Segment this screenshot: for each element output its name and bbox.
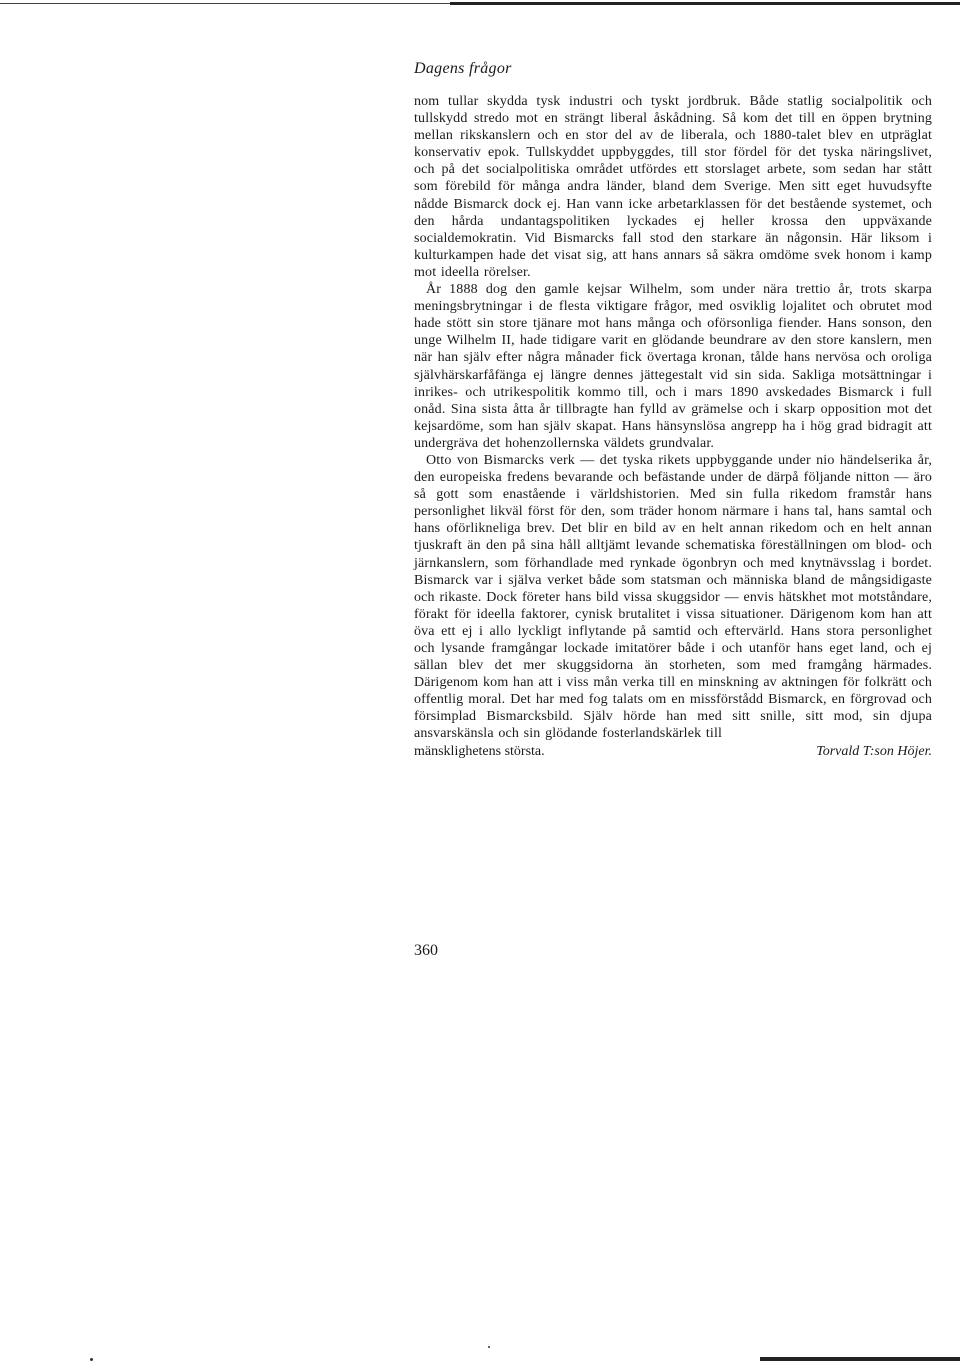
scan-speck (488, 1346, 490, 1348)
paragraph-3: Otto von Bismarcks verk — det tyska rikets uppbyggande under nio händelserika år, den europeiska fredens bevarande och befästande under de därpå följande nitton — äro så gott som enastående i världshistorien. Med sin fulla rikedom framstår hans personlighet likväl först för den, som träder honom närmare i hans tal, hans samtal och hans oförlikneliga brev. Det blir en bild av en helt annan rikedom och en helt annan tjuskraft än den på sina håll alltjämt levande schematiska föreställningen om blod- och järnkanslern, som förhandlade med rynkade ögonbryn och med knytnävsslag i bordet. Bismarck var i själva verket både som statsman och människa bland de mångsidigaste och rikaste. Dock företer hans bild vissa skuggsidor — envis hätskhet mot motståndare, förakt för ideella faktorer, cynisk brutalitet i vissa situationer. Därigenom kom han att öva ett ej i allo lyckligt inflytande på samtid och eftervärld. Hans stora personlighet och lysande framgångar lockade imitatörer både i och utanför hans eget land, och ej sällan blev det mer skuggsidorna än storheten, som med framgång härmades. Därigenom kom han att i viss mån verka till en minskning av aktningen för folkrätt och offentlig moral. Det har med fog talats om en missförstådd Bismarck, en förgrovad och försimplad Bismarcksbild. Själv hörde han med sitt snille, sitt mod, sin djupa ansvarskänsla och sin glödande fosterlandskärlek till (414, 452, 932, 742)
scan-border-line-bottom (760, 1357, 960, 1361)
scan-speck (90, 1358, 93, 1361)
running-title: Dagens frågor (414, 60, 512, 77)
closing-line (414, 743, 932, 760)
closing-text: mänsklighetens största. (414, 743, 545, 759)
author-signature: Torvald T:son Höjer. (816, 743, 932, 759)
paragraph-1: nom tullar skydda tysk industri och tyskt jordbruk. Både statlig socialpolitik och tullskydd stredo mot en strängt liberal åskådning. Så kom det till en öppen brytning mellan rikskanslern och en stor del av de liberala, och 1880-talet blev en utpräglat konservativ epok. Tullskyddet uppbyggdes, till stor fördel för det tyska näringslivet, och på det socialpolitiska området utfördes ett storslaget arbete, som sedan har stått som förebild för många andra länder, bland dem Sverige. Men sitt eget huvudsyfte nådde Bismarck dock ej. Han vann icke arbetarklassen för det bestående systemet, och den hårda undantagspolitiken lyckades ej heller krossa den uppväxande socialdemokratin. Vid Bismarcks fall stod den starkare än någonsin. Här liksom i kulturkampen hade det visat sig, att hans annars så säkra omdöme svek honom i kamp mot ideella rörelser. (414, 94, 932, 280)
scan-border-line-bold (450, 2, 960, 5)
article-body (414, 93, 932, 760)
paragraph-2: År 1888 dog den gamle kejsar Wilhelm, som under nära trettio år, trots skarpa meningsbrytningar i de flesta viktigare frågor, med osviklig lojalitet och obrutet mod hade stött sin store tjänare mot hans många och oförsonliga fiender. Hans sonson, den unge Wilhelm II, hade tidigare varit en glödande beundrare av den store kanslern, men när han själv efter några månader fick övertaga kronan, tålde hans nervösa och oroliga självhärskarfåfänga ej längre dennes jättegestalt vid sin sida. Sakliga motsättningar i inrikes- och utrikespolitik kommo till, och i mars 1890 avskedades Bismarck i full onåd. Sina sista åtta år tillbragte han fylld av grämelse och i skarp opposition mot det kejsardöme, som han själv skapat. Hans hänsynslösa angrepp ha i hög grad bidragit att undergräva det hohenzollernska väldets grundvalar. (414, 282, 932, 451)
page-number: 360 (414, 942, 438, 959)
